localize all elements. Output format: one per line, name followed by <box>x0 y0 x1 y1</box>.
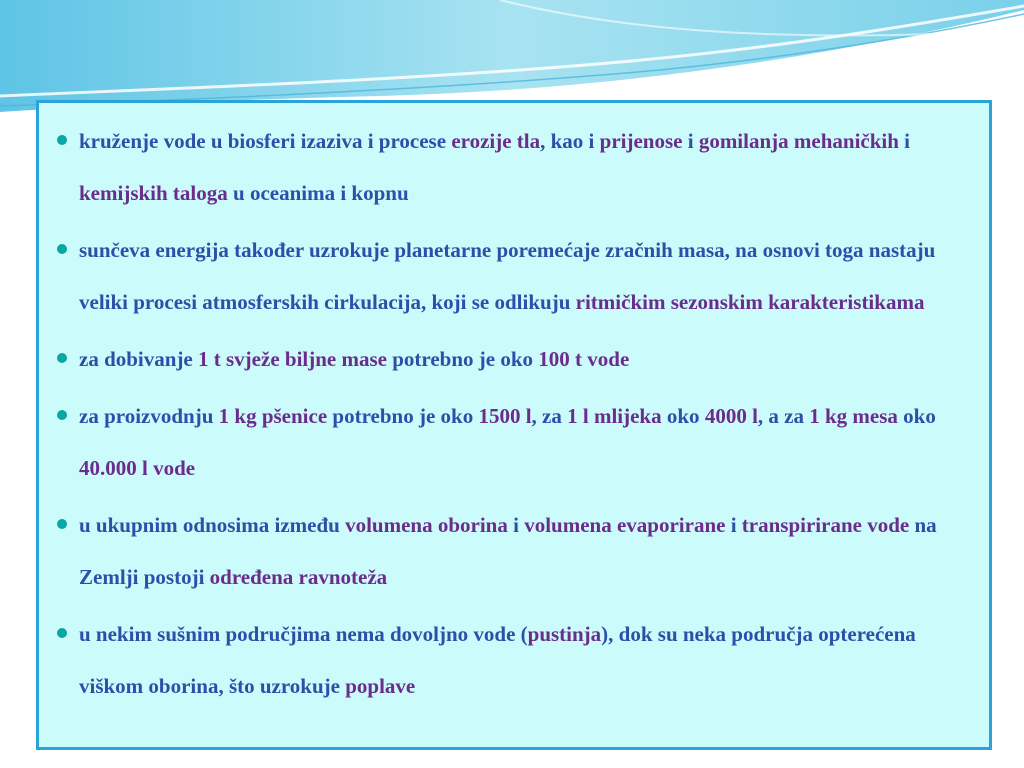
bullet-item <box>57 608 979 712</box>
bullet-dot-icon <box>57 410 67 420</box>
highlighted-text: 1500 l <box>478 404 532 428</box>
bullet-text: i <box>898 129 911 153</box>
highlighted-text: 100 t vode <box>538 347 630 371</box>
highlighted-text: 4000 l <box>704 404 758 428</box>
bullet-dot-icon <box>57 519 67 529</box>
bullet-text: za proizvodnju <box>79 404 219 428</box>
bullet-text: i <box>682 129 699 153</box>
bullet-text: potrebno je oko <box>327 404 479 428</box>
bullet-text: i <box>725 513 742 537</box>
bullet-list <box>39 103 989 712</box>
content-panel <box>36 100 992 750</box>
highlighted-text: određena ravnoteža <box>209 565 388 589</box>
bullet-dot-icon <box>57 135 67 145</box>
highlighted-text: pustinja <box>527 622 602 646</box>
highlighted-text: erozije tla <box>451 129 541 153</box>
highlighted-text: gomilanja mehaničkih <box>698 129 899 153</box>
bullet-text: , za <box>531 404 568 428</box>
bullet-text: potrebno je oko <box>386 347 539 371</box>
bullet-text: sunčeva energija također uzrokuje planetarne poremećaje zračnih masa, na osnovi toga nastaju veliki procesi atmosferskih cirkulacija, koji se odlikuju <box>79 238 936 314</box>
bullet-text: u nekim sušnim područjima nema dovoljno vode ( <box>79 622 528 646</box>
highlighted-text: volumena evaporirane <box>524 513 726 537</box>
highlighted-text: 1 kg pšenice <box>218 404 328 428</box>
highlighted-text: transpirirane vode <box>741 513 910 537</box>
bullet-item <box>57 333 979 385</box>
bullet-dot-icon <box>57 244 67 254</box>
highlighted-text: prijenose <box>599 129 683 153</box>
bullet-text: u ukupnim odnosima između <box>79 513 346 537</box>
bullet-text: i <box>507 513 525 537</box>
bullet-text: na Zemlji postoji <box>79 513 937 589</box>
highlighted-text: 1 kg mesa <box>809 404 898 428</box>
bullet-text: , kao i <box>540 129 600 153</box>
highlighted-text: 1 t svježe biljne mase <box>198 347 387 371</box>
bullet-item <box>57 224 979 328</box>
bullet-text: ), dok su neka područja opterećena viškom oborina, što uzrokuje <box>79 622 916 698</box>
bullet-item <box>57 499 979 603</box>
bullet-text: u oceanima i kopnu <box>227 181 409 205</box>
highlighted-text: poplave <box>345 674 416 698</box>
bullet-text: oko <box>897 404 936 428</box>
bullet-dot-icon <box>57 628 67 638</box>
highlighted-text: ritmičkim sezonskim karakteristikama <box>575 290 925 314</box>
highlighted-text: 1 l mlijeka <box>567 404 662 428</box>
bullet-item <box>57 115 979 219</box>
highlighted-text: 40.000 l vode <box>79 456 196 480</box>
bullet-text: , a za <box>757 404 810 428</box>
bullet-dot-icon <box>57 353 67 363</box>
highlighted-text: volumena oborina <box>345 513 508 537</box>
bullet-item <box>57 390 979 494</box>
bullet-text: za dobivanje <box>79 347 199 371</box>
highlighted-text: kemijskih taloga <box>79 181 228 205</box>
bullet-text: kruženje vode u biosferi izaziva i procese <box>79 129 452 153</box>
bullet-text: oko <box>661 404 705 428</box>
